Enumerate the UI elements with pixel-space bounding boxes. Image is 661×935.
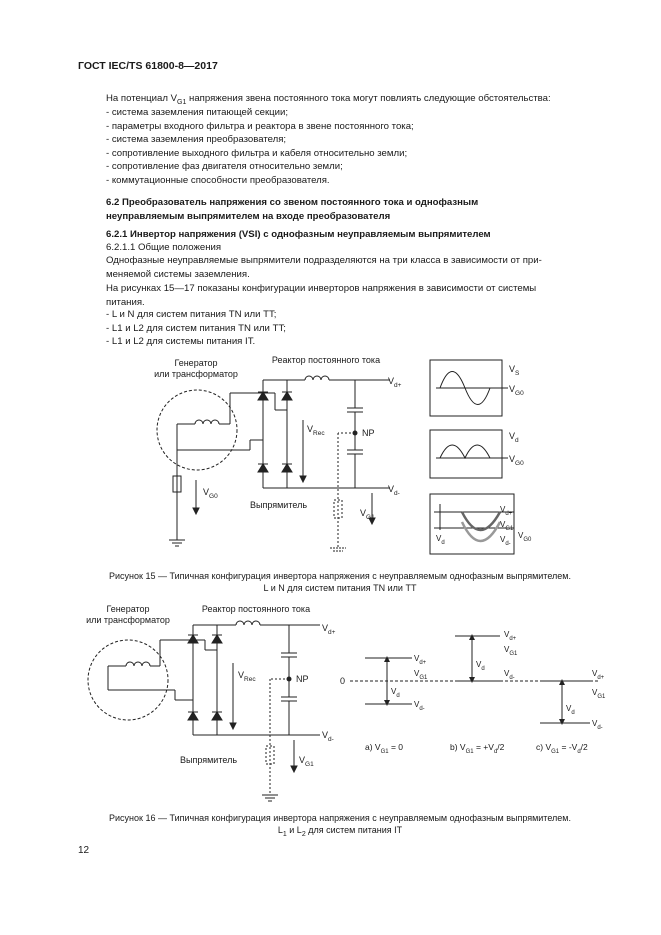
- label-vd-minus-wave: $V_{d-}$: [500, 535, 511, 547]
- list-item: - L1 и L2 для систем питания TN или TT;: [106, 322, 286, 334]
- figure-16-caption: [60, 812, 620, 841]
- list-item: - коммутационные способности преобразователя.: [106, 174, 330, 186]
- figure-16-circuit-diagram: [0, 598, 661, 808]
- label-vg0-wave: $V_{G0}$: [509, 384, 524, 397]
- section-heading-line: 6.2 Преобразователь напряжения со звеном постоянного тока и однофазным: [106, 197, 479, 208]
- supply-list: [106, 308, 286, 349]
- label-transformer: или трансформатор: [86, 615, 170, 625]
- label-np: NP: [296, 674, 309, 684]
- intro-text-pre: На потенциал V: [106, 93, 178, 104]
- generator-coil-icon: [195, 420, 219, 424]
- label-vs: $V_S$: [509, 364, 520, 377]
- page-number: 12: [78, 845, 90, 856]
- label-vd-plus-a: $V_{d+}$: [414, 654, 427, 666]
- paragraph-line: Однофазные неуправляемые выпрямители подразделяются на три класса в зависимости от при-: [106, 255, 542, 266]
- label-vg1-a: $V_{G1}$: [414, 669, 428, 681]
- generator-circle: [157, 390, 237, 470]
- dc-reactor-icon: [305, 376, 329, 380]
- caption-line: $L_1$ и $L_2$ для систем питания IT: [277, 825, 403, 838]
- paragraph-rectifier-classes: [106, 254, 605, 282]
- label-rectifier: Выпрямитель: [250, 500, 308, 510]
- section-heading-6-2-1-1: 6.2.1.1 Общие положения: [106, 242, 222, 253]
- paragraph-figures: [106, 282, 605, 310]
- label-vg0-wave2: $V_{G0}$: [509, 454, 524, 467]
- intro-text-post: напряжения звена постоянного тока могут повлиять следующие обстоятельства:: [186, 93, 551, 104]
- label-vd-plus: $V_{d+}$: [322, 623, 336, 636]
- label-vd-wave: $V_d$: [509, 431, 519, 444]
- section-heading-line: неуправляемым выпрямителем на входе преобразователя: [106, 211, 391, 222]
- label-vd-minus: $V_{d-}$: [322, 730, 334, 743]
- dc-reactor-icon: [236, 621, 260, 625]
- section-heading-6-2-1: 6.2.1 Инвертор напряжения (VSI) с однофазным неуправляемым выпрямителем: [106, 229, 491, 240]
- label-vg1-wave: $V_{G1}$: [500, 520, 514, 532]
- label-vd-plus-c: $V_{d+}$: [592, 669, 605, 681]
- document-header: ГОСТ IEC/TS 61800-8—2017: [78, 60, 218, 72]
- caption-line: L и N для систем питания TN или TT: [263, 583, 417, 593]
- label-vd-amplitude: $V_d$: [436, 534, 445, 546]
- label-vg1: $V_{G1}$: [360, 508, 375, 521]
- label-vrec: $V_{Rec}$: [238, 670, 256, 683]
- label-vd-plus-b: $V_{d+}$: [504, 630, 517, 642]
- list-item: - сопротивление фаз двигателя относительно земли;: [106, 161, 343, 173]
- label-vg0: $V_{G0}$: [203, 487, 218, 500]
- label-vg1-c: $V_{G1}$: [592, 688, 606, 700]
- label-generator: Генератор: [106, 604, 150, 614]
- list-item: - L1 и L2 для системы питания IT.: [106, 336, 256, 348]
- label-vg0-wave3: $V_{G0}$: [518, 531, 532, 543]
- paragraph-line: На рисунках 15—17 показаны конфигурации инверторов напряжения в зависимости от системы: [106, 283, 537, 294]
- waveform-box-vd: [430, 430, 502, 478]
- list-item: - система заземления питающей секции;: [106, 107, 289, 118]
- label-vd-minus: $V_{d-}$: [388, 484, 400, 497]
- figure-15-circuit-diagram: [0, 350, 661, 562]
- intro-subscript: G1: [177, 98, 187, 106]
- label-vg1-b: $V_{G1}$: [504, 645, 518, 657]
- label-vd-plus-wave: $V_{d+}$: [500, 505, 513, 517]
- label-vd-plus: $V_{d+}$: [388, 376, 402, 389]
- label-vd-minus-c: $V_{d-}$: [592, 719, 603, 731]
- label-vg1: $V_{G1}$: [299, 755, 314, 768]
- caption-c: c) $V_{G1} = -V_d/2$: [536, 742, 588, 755]
- generator-circle: [88, 640, 168, 720]
- list-item: - система заземления преобразователя;: [106, 134, 287, 146]
- label-vd-minus-a: $V_{d-}$: [414, 700, 425, 712]
- label-np: NP: [362, 428, 375, 438]
- label-generator: Генератор: [174, 358, 218, 368]
- paragraph-line: питания.: [106, 297, 145, 308]
- label-dc-reactor: Реактор постоянного тока: [271, 355, 381, 365]
- caption-a: a) $V_{G1} = 0$: [365, 742, 404, 755]
- label-vd-a: $V_d$: [391, 687, 400, 699]
- label-dc-reactor: Реактор постоянного тока: [201, 604, 311, 614]
- figure-15-caption: [60, 570, 620, 594]
- list-item: - сопротивление выходного фильтра и кабеля относительно земли;: [106, 147, 408, 159]
- label-vd-b: $V_d$: [476, 660, 485, 672]
- paragraph-line: меняемой системы заземления.: [106, 269, 250, 280]
- label-vrec: $V_{Rec}$: [307, 424, 325, 437]
- label-vd-c: $V_d$: [566, 704, 575, 716]
- list-item: - параметры входного фильтра и реактора в звене постоянного тока;: [106, 120, 414, 132]
- label-zero: 0: [340, 676, 346, 686]
- caption-line: Рисунок 16 — Типичная конфигурация инвертора напряжения с неуправляемым однофазным выпрямителем.: [109, 813, 571, 823]
- label-rectifier: Выпрямитель: [180, 755, 238, 765]
- label-vd-minus-b: $V_{d-}$: [504, 669, 515, 681]
- section-heading-6-2: [106, 196, 478, 224]
- factor-list: [106, 106, 414, 188]
- list-item: - L и N для систем питания TN или TT;: [106, 309, 277, 320]
- generator-coil-icon: [126, 662, 150, 666]
- caption-b: b) $V_{G1} = +V_d/2$: [450, 742, 505, 755]
- caption-line: Рисунок 15 — Типичная конфигурация инвертора напряжения с неуправляемым однофазным выпрямителем.: [109, 571, 571, 581]
- label-transformer: или трансформатор: [154, 369, 238, 379]
